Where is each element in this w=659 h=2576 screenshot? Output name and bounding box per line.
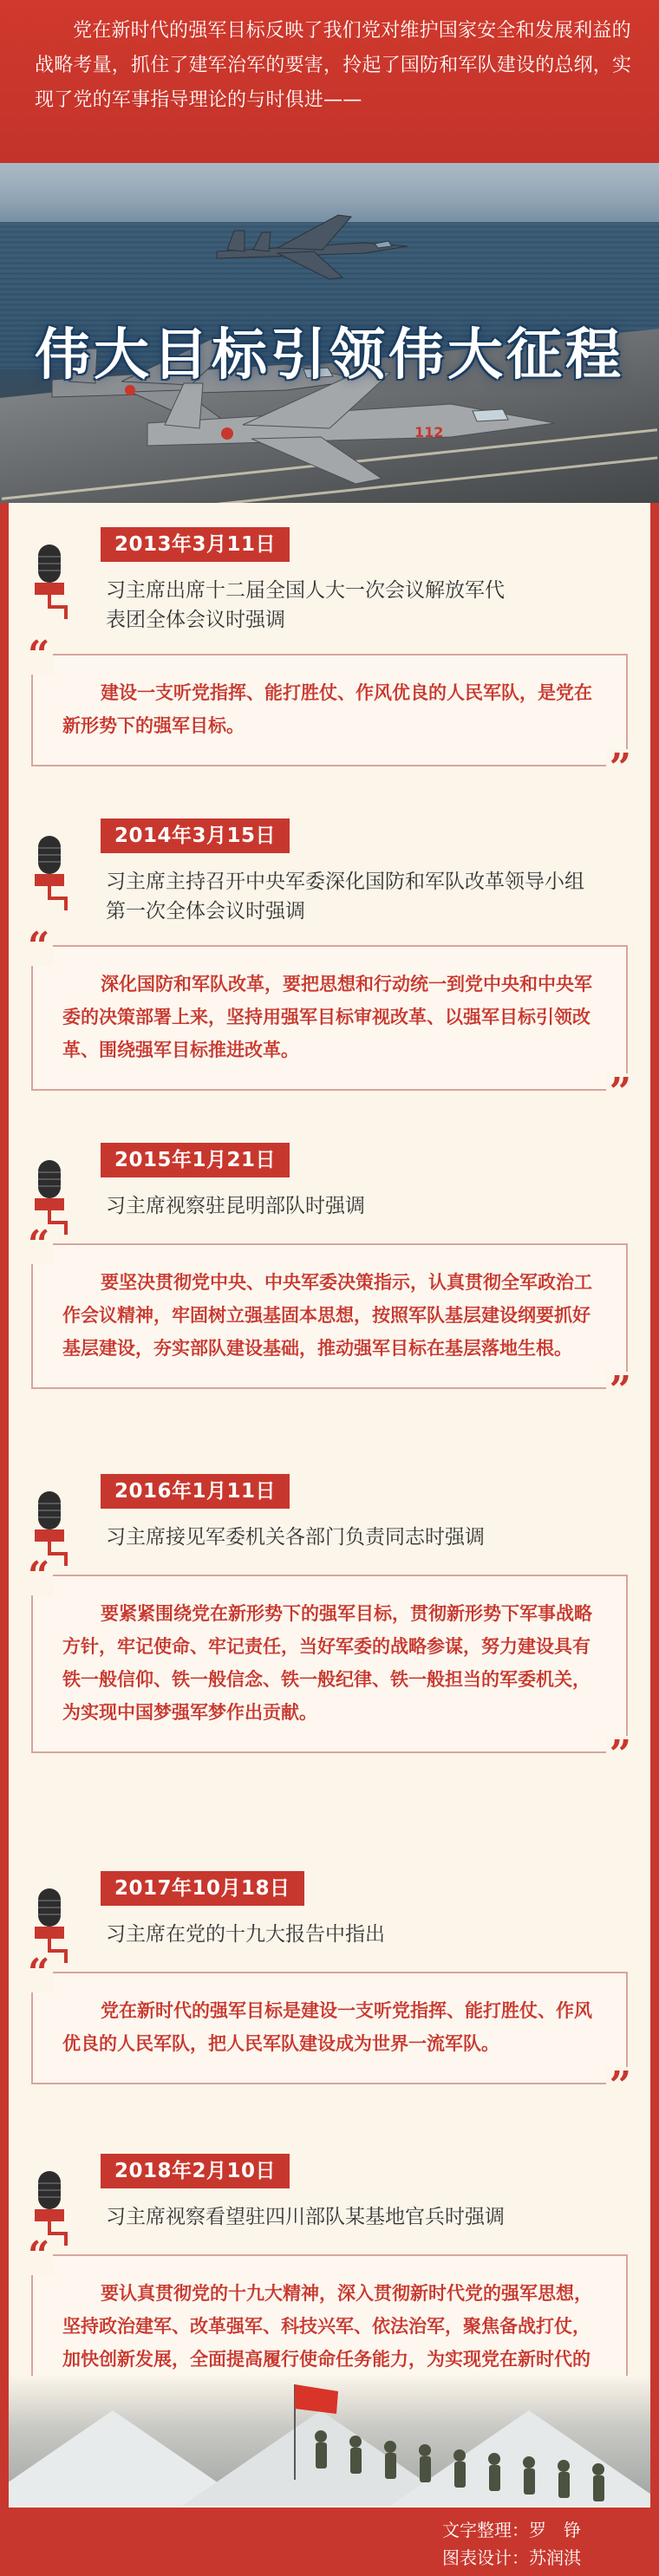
close-quote-icon: ” (606, 1073, 635, 1112)
date-badge: 2014年3月15日 (101, 818, 290, 853)
quote-box (28, 924, 631, 1114)
open-quote-icon: “ (24, 1226, 53, 1264)
hero-banner (0, 163, 659, 503)
hero-title: 伟大目标引领伟大征程 (35, 323, 624, 388)
flag-icon (295, 2384, 338, 2414)
date-badge: 2017年10月18日 (101, 1871, 304, 1906)
quote-box (28, 633, 631, 790)
credit-text-editor: 文字整理：罗 铮 (442, 2520, 581, 2540)
date-badge: 2016年1月11日 (101, 1474, 290, 1509)
open-quote-icon: “ (24, 928, 53, 966)
quote-text: 要认真贯彻党的十九大精神，深入贯彻新时代党的强军思想，坚持政治建军、改革强军、科技兴军、依法治军，聚焦备战打仗，加快创新发展，全面提高履行使命任务能力，为实现党在新时代的 (62, 2283, 592, 2370)
entry-description: 习主席视察驻昆明部队时强调 (106, 1195, 365, 1217)
entry-description: 习主席视察看望驻四川部队某基地官兵时强调 (106, 2206, 505, 2228)
quote-box (28, 1951, 631, 2108)
soldiers-illustration (9, 2376, 650, 2506)
date-badge: 2015年1月21日 (101, 1143, 290, 1177)
intro-text: 党在新时代的强军目标反映了我们党对维护国家安全和发展利益的战略考量，抓住了建军治军的要害，拎起了国防和军队建设的总纲，实现了党的军事指导理论的与时俱进—— (35, 20, 632, 111)
jet-number: 112 (414, 424, 444, 440)
close-quote-icon: ” (606, 1372, 635, 1410)
microphone-icon (28, 543, 71, 621)
date-badge: 2013年3月11日 (101, 527, 290, 562)
entry-description: 习主席出席十二届全国人大一次会议解放军代表团全体会议时强调 (106, 579, 505, 631)
flying-jet-icon (217, 215, 408, 279)
entry-description: 习主席主持召开中央军委深化国防和军队改革领导小组第一次全体会议时强调 (106, 871, 584, 923)
open-quote-icon: “ (24, 2237, 53, 2275)
open-quote-icon: “ (24, 1954, 53, 1992)
quote-text: 建设一支听党指挥、能打胜仗、作风优良的人民军队，是党在新形势下的强军目标。 (62, 682, 592, 736)
quote-text: 深化国防和军队改革，要把思想和行动统一到党中央和中央军委的决策部署上来，坚持用强军目标审视改革、以强军目标引领改革、围绕强军目标推进改革。 (62, 974, 592, 1060)
intro-section (0, 0, 659, 163)
soldier-icon (315, 2430, 604, 2501)
close-quote-icon: ” (606, 2067, 635, 2105)
date-badge: 2018年2月10日 (101, 2154, 290, 2188)
soldiers-photo (9, 2376, 650, 2506)
microphone-icon (28, 834, 71, 912)
quote-text: 要坚决贯彻党中央、中央军委决策指示，认真贯彻全军政治工作会议精神，牢固树立强基固本思想，按照军队基层建设纲要抓好基层建设，夯实部队建设基础，推动强军目标在基层落地生根。 (62, 1272, 592, 1359)
quote-text: 党在新时代的强军目标是建设一支听党指挥、能打胜仗、作风优良的人民军队，把人民军队建设成为世界一流军队。 (62, 2000, 592, 2054)
red-star-icon (221, 427, 233, 440)
quote-box (28, 1554, 631, 1777)
entry-description: 习主席接见军委机关各部门负责同志时强调 (106, 1526, 485, 1549)
open-quote-icon: “ (24, 1557, 53, 1595)
credit-graphic-designer: 图表设计：苏润淇 (442, 2547, 581, 2568)
credits-footer (0, 2508, 659, 2576)
open-quote-icon: “ (24, 636, 53, 675)
quote-text: 要紧紧围绕党在新形势下的强军目标，贯彻新形势下军事战略方针，牢记使命、牢记责任，当好军委的战略参谋，努力建设具有铁一般信仰、铁一般信念、铁一般纪律、铁一般担当的军委机关，为实现中国梦强军梦作出贡献。 (62, 1603, 592, 1723)
close-quote-icon: ” (606, 749, 635, 787)
timeline-panel (9, 503, 650, 2558)
entry-description: 习主席在党的十九大报告中指出 (106, 1923, 385, 1946)
close-quote-icon: ” (606, 1736, 635, 1774)
quote-box (28, 1223, 631, 1412)
